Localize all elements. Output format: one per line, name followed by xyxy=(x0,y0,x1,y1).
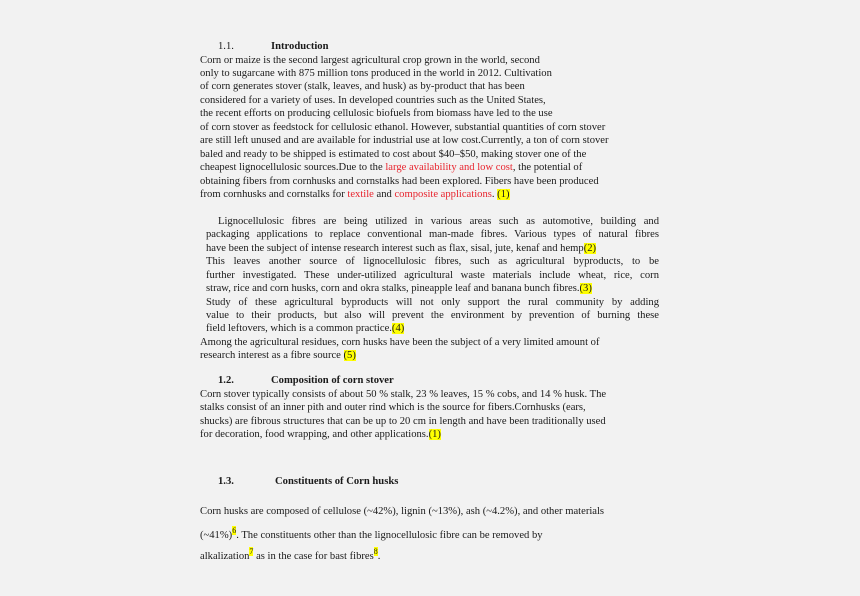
highlighted-phrase: composite applications xyxy=(394,189,492,200)
text-span: Study of these agricultural byproducts will not only support the rural community by adding xyxy=(206,297,659,308)
text-line xyxy=(200,188,510,201)
text-span: , the potential of xyxy=(512,162,583,173)
highlighted-phrase: textile xyxy=(347,189,374,200)
text-line xyxy=(206,242,659,255)
text-span: cheapest lignocellulosic sources.Due to the xyxy=(200,162,386,173)
text-span: . The constituents other than the lignocellulosic fibre can be removed by xyxy=(236,530,543,541)
section-number: 1.3. xyxy=(218,476,234,487)
text-span: research interest as a fibre source xyxy=(200,350,344,361)
section-title: Constituents of Corn husks xyxy=(275,476,399,487)
citation-marker: (3) xyxy=(579,283,592,294)
text-line: stalks consist of an inner pith and outer rind which is the source for fibers.Cornhusks (ears, xyxy=(200,402,586,413)
text-span: have been the subject of intense research interest such as flax, sisal, jute, kenaf and hemp xyxy=(206,243,584,254)
text-span: Lignocellulosic fibres are being utilized in various areas such as automotive, building and xyxy=(218,216,659,227)
text-span: further investigated. These under-utilized agricultural waste materials include wheat, rice, corn xyxy=(206,270,659,281)
text-line: of corn generates stover (stalk, leaves, and husk) as by-product that has been xyxy=(200,81,525,92)
text-line xyxy=(200,545,380,563)
highlighted-phrase: large availability and low cost xyxy=(385,162,513,173)
text-span: packaging applications to replace conventional man-made fibres. Various types of natural fibres xyxy=(206,229,659,240)
text-line: shucks) are fibrous structures that can be up to 20 cm in length and have been traditionally used xyxy=(200,416,606,427)
text-line xyxy=(206,322,404,335)
text-span: value to their products, but also will prevent the environment by prevention of burning these xyxy=(206,310,659,321)
text-line xyxy=(206,228,659,241)
text-span: . xyxy=(377,551,381,562)
text-span: for decoration, food wrapping, and other applications. xyxy=(200,429,429,440)
text-line xyxy=(206,255,659,268)
text-line: the recent efforts on producing cellulosic biofuels from biomass have led to the use xyxy=(200,108,553,119)
citation-superscript: 6 xyxy=(232,526,237,535)
citation-marker: (4) xyxy=(391,323,405,334)
citation-superscript: 8 xyxy=(373,547,378,556)
section-number: 1.2. xyxy=(218,375,234,386)
text-span: from cornhusks and cornstalks for xyxy=(200,189,348,200)
section-title: Composition of corn stover xyxy=(271,375,394,386)
text-span: field leftovers, which is a common practice. xyxy=(206,323,392,334)
citation-marker: (1) xyxy=(428,429,441,440)
citation-marker: (2) xyxy=(583,243,597,254)
text-span: and xyxy=(373,189,395,200)
text-line: Corn or maize is the second largest agricultural crop grown in the world, second xyxy=(200,55,540,66)
text-line xyxy=(206,296,659,309)
text-line: baled and ready to be shipped is estimated to cost about $40–$50, making stover one of the xyxy=(200,149,587,160)
text-line xyxy=(206,309,659,322)
text-line xyxy=(200,524,543,542)
section-number: 1.1. xyxy=(218,41,234,52)
text-line: Corn stover typically consists of about 50 % stalk, 23 % leaves, 15 % cobs, and 14 % husk. The xyxy=(200,389,607,400)
citation-superscript: 7 xyxy=(249,547,254,556)
text-line xyxy=(206,282,659,295)
text-span: . xyxy=(491,189,498,200)
text-line: of corn stover as feedstock for cellulosic ethanol. However, substantial quantities of corn stover xyxy=(200,122,606,133)
text-line xyxy=(200,428,441,441)
text-span: straw, rice and corn husks, corn and okra stalks, pineapple leaf and banana bunch fibres. xyxy=(206,283,580,294)
text-line: only to sugarcane with 875 million tons produced in the world in 2012. Cultivation xyxy=(200,68,552,79)
text-line: considered for a variety of uses. In developed countries such as the United States, xyxy=(200,95,546,106)
text-line xyxy=(200,349,356,362)
text-line: are still left unused and are available for industrial use at low cost.Currently, a ton of corn stover xyxy=(200,135,609,146)
text-span: (~41%) xyxy=(200,530,233,541)
text-line xyxy=(206,269,659,282)
text-line: obtaining fibers from cornhusks and cornstalks had been explored. Fibers have been produced xyxy=(200,176,599,187)
text-span: as in the case for bast fibres xyxy=(253,551,374,562)
text-line xyxy=(218,215,659,228)
citation-marker: (5) xyxy=(343,350,356,361)
section-title: Introduction xyxy=(271,41,329,52)
citation-marker: (1) xyxy=(497,189,510,200)
text-span: alkalization xyxy=(200,551,250,562)
text-span: This leaves another source of lignocellulosic fibres, such as agricultural byproducts, to be xyxy=(206,256,659,267)
text-line xyxy=(200,161,582,174)
text-line: Among the agricultural residues, corn husks have been the subject of a very limited amount of xyxy=(200,337,600,348)
text-line: Corn husks are composed of cellulose (~42%), lignin (~13%), ash (~4.2%), and other materials xyxy=(200,506,605,517)
